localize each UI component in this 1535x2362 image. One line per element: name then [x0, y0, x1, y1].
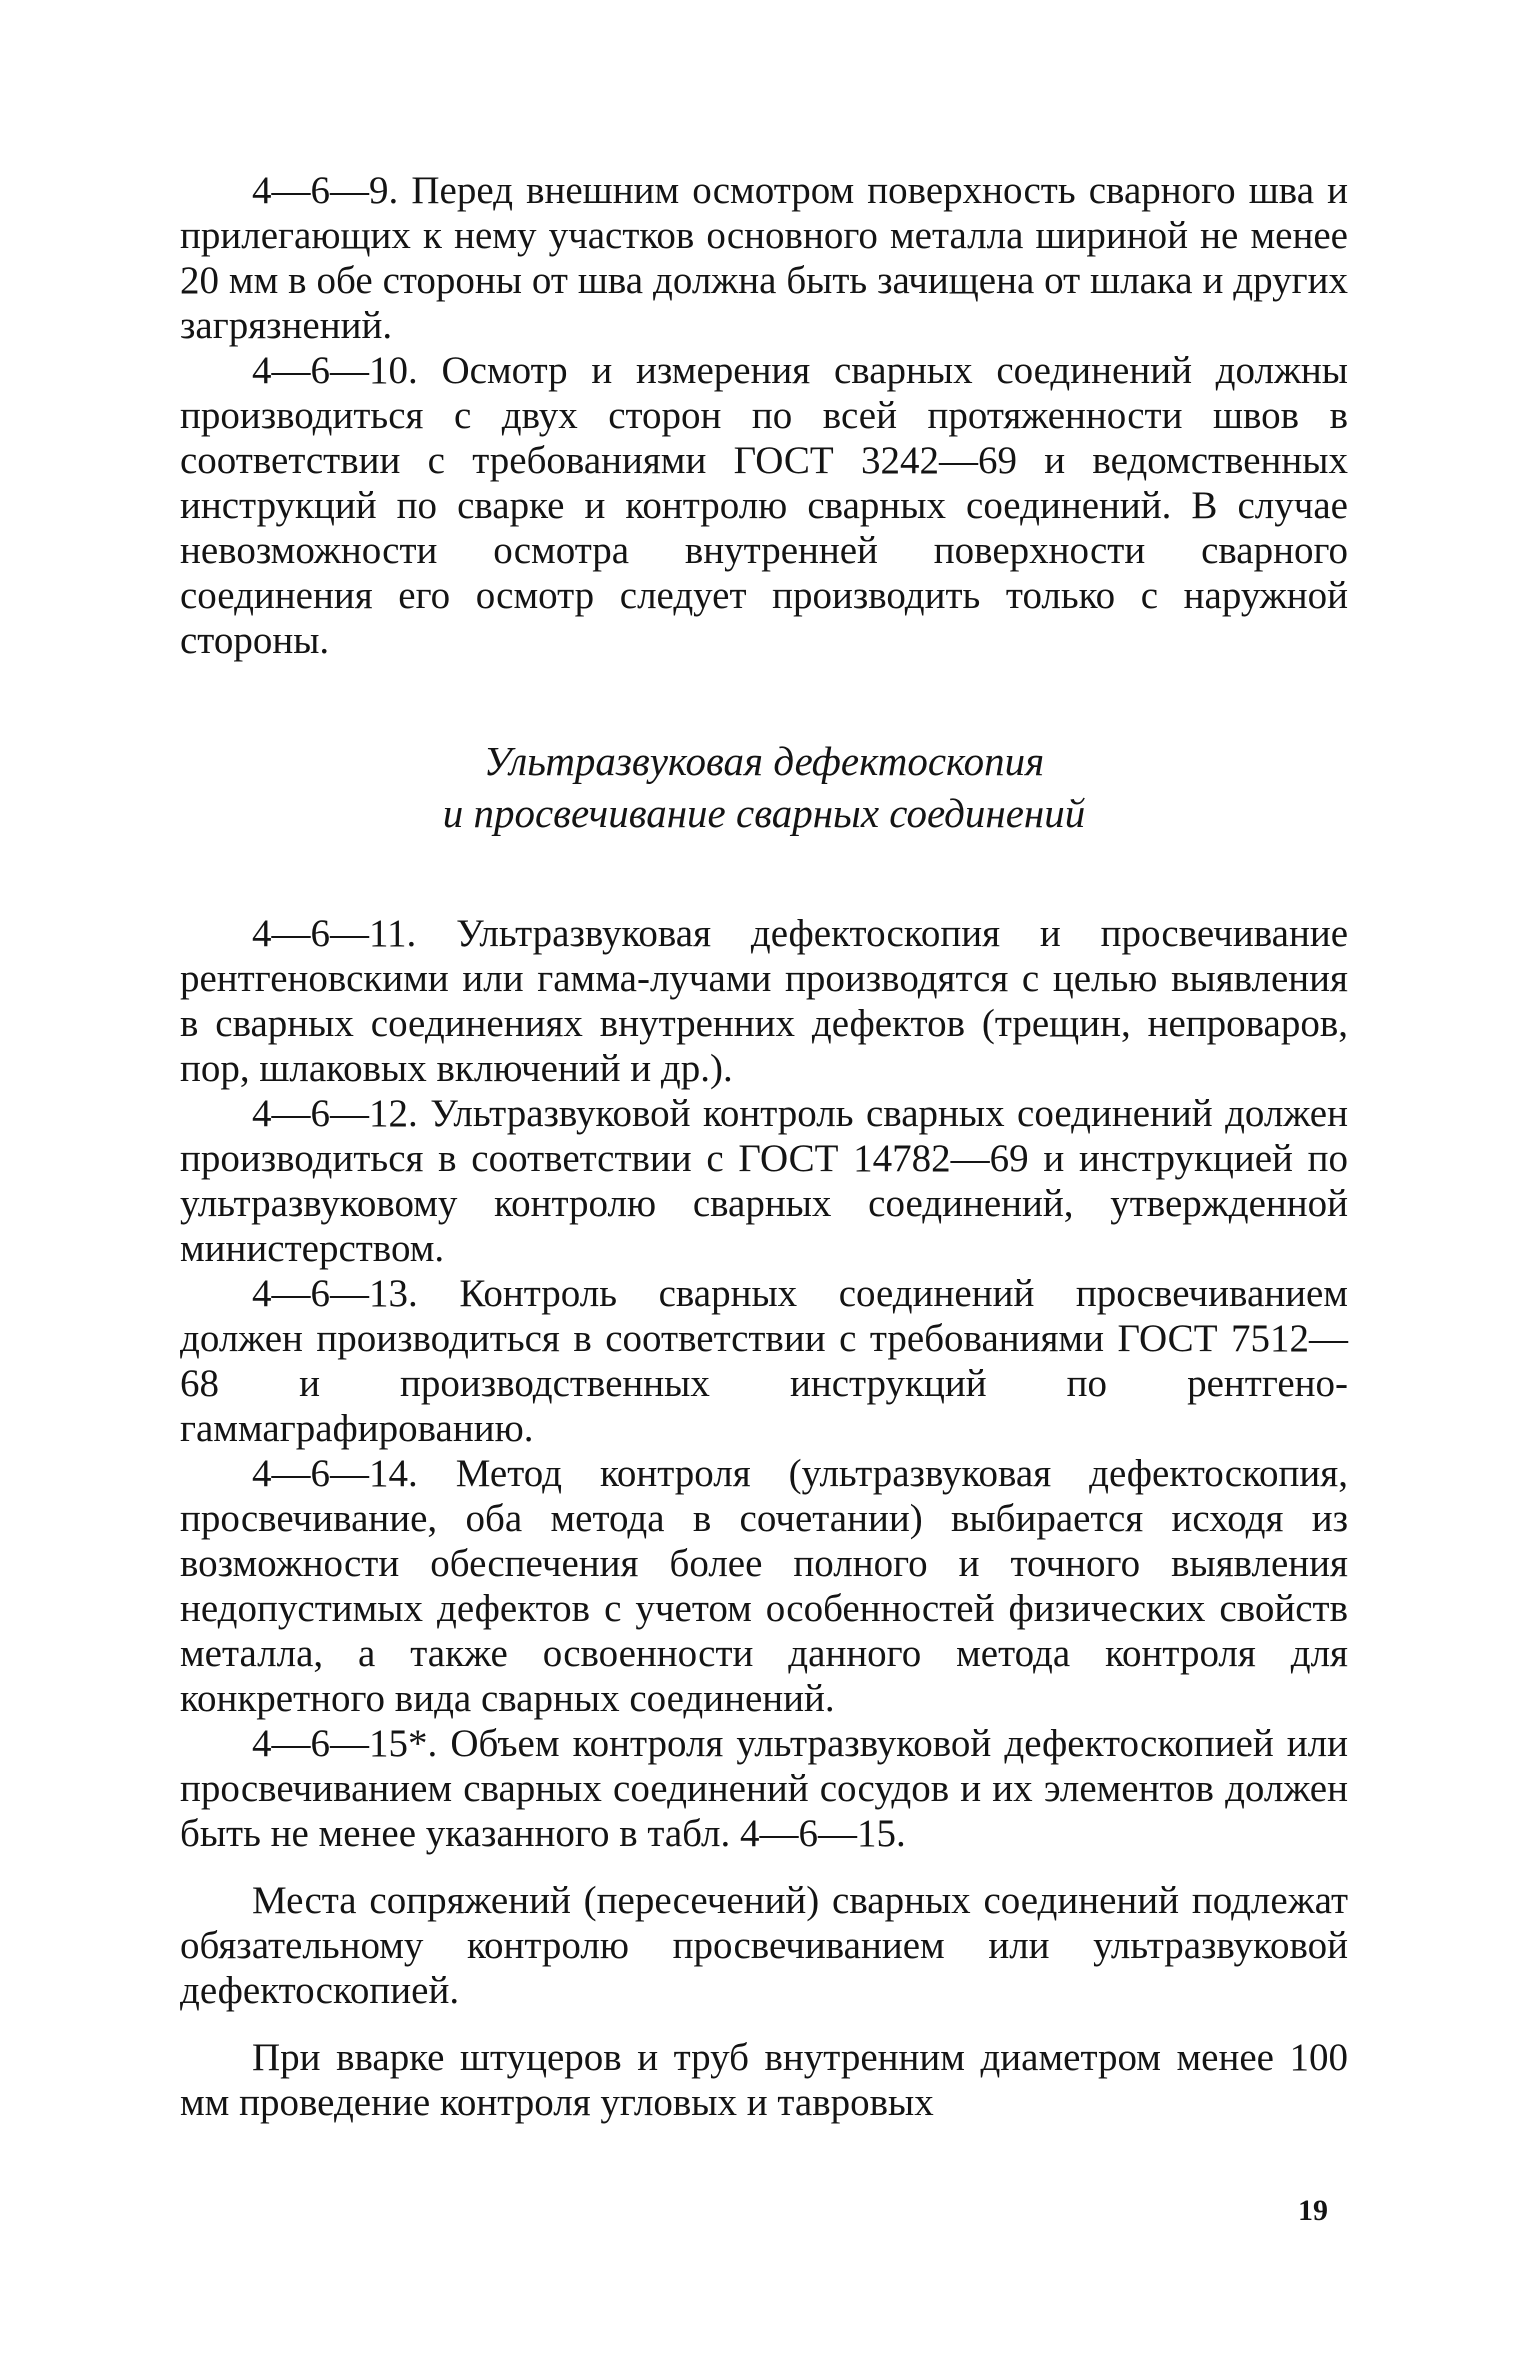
paragraph-4-6-14: 4—6—14. Метод контроля (ультразвуковая дефектоскопия, просвечивание, оба метода в сочетании) выбирается исходя из возможности обеспечения более полного и точного выявления недопустимых дефектов с учетом особенностей физических свойств металла, а также освоенности данного метода контроля для конкретного вида сварных соединений.: [180, 1452, 1348, 1720]
paragraph-gap: [180, 2013, 1348, 2035]
page-number: 19: [1298, 2194, 1328, 2227]
paragraph-junctions: Места сопряжений (пересечений) сварных соединений подлежат обязательному контролю просвечиванием или ультразвуковой дефектоскопией.: [180, 1879, 1348, 2012]
paragraph-4-6-9: 4—6—9. Перед внешним осмотром поверхность сварного шва и прилегающих к нему участков основного металла шириной не менее 20 мм в обе стороны от шва должна быть зачищена от шлака и других загрязнений.: [180, 169, 1348, 347]
paragraph-4-6-10: 4—6—10. Осмотр и измерения сварных соединений должны производиться с двух сторон по всей протяженности швов в соответствии с требованиями ГОСТ 3242—69 и ведомственных инструкций по сварке и контролю сварных соединений. В случае невозможности осмотра внутренней поверхности сварного соединения его осмотр следует производить только с наружной стороны.: [180, 349, 1348, 662]
paragraph-4-6-12: 4—6—12. Ультразвуковой контроль сварных соединений должен производиться в соответствии с ГОСТ 14782—69 и инструкцией по ультразвуковому контролю сварных соединений, утвержденной министерством.: [180, 1092, 1348, 1270]
section-heading: [180, 735, 1348, 839]
document-page: [180, 168, 1348, 2125]
paragraph-fittings: При вварке штуцеров и труб внутренним диаметром менее 100 мм проведение контроля угловых и тавровых: [180, 2036, 1348, 2124]
paragraph-4-6-11: 4—6—11. Ультразвуковая дефектоскопия и просвечивание рентгеновскими или гамма-лучами производятся с целью выявления в сварных соединениях внутренних дефектов (трещин, непроваров, пор, шлаковых включений и др.).: [180, 912, 1348, 1090]
paragraph-4-6-15: 4—6—15*. Объем контроля ультразвуковой дефектоскопией или просвечиванием сварных соединений сосудов и их элементов должен быть не менее указанного в табл. 4—6—15.: [180, 1722, 1348, 1855]
section-heading-line-1: Ультразвуковая дефектоскопия: [483, 738, 1045, 784]
paragraph-gap: [180, 1856, 1348, 1878]
section-heading-line-2: и просвечивание сварных соединений: [442, 790, 1086, 836]
paragraph-4-6-13: 4—6—13. Контроль сварных соединений просвечиванием должен производиться в соответствии с требованиями ГОСТ 7512—68 и производственных инструкций по рентгено-гаммаграфированию.: [180, 1272, 1348, 1450]
